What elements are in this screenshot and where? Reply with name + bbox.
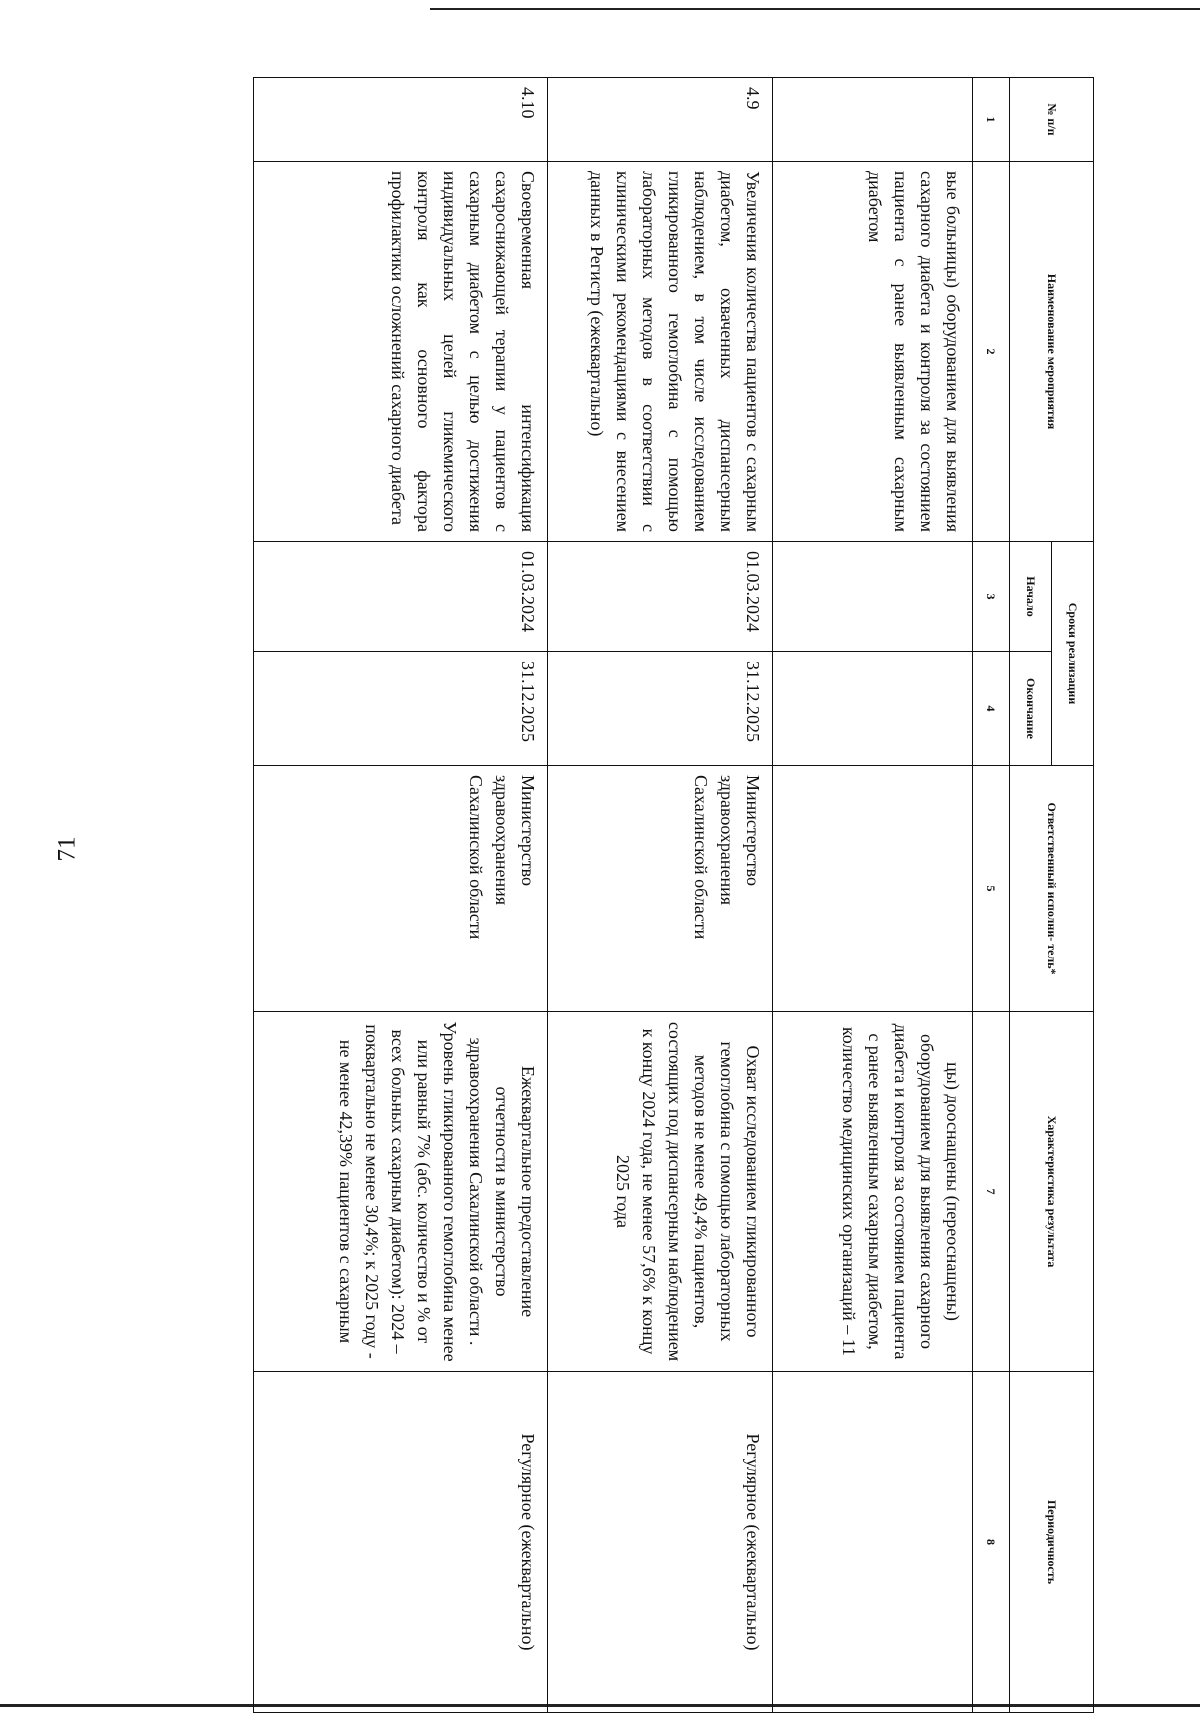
table-row: [254, 78, 548, 1713]
column-number: 3: [973, 542, 1010, 652]
header-end: Окончание: [1010, 652, 1052, 766]
column-number: 2: [973, 162, 1010, 542]
row-start-date: [773, 542, 973, 652]
row-responsible: Министерство здравоохранения Сахалинской области: [548, 766, 773, 1012]
row-end-date: 31.12.2025: [254, 652, 548, 766]
header-result: Характеристика результата: [1010, 1012, 1094, 1372]
row-responsible: Министерство здравоохранения Сахалинской области: [254, 766, 548, 1012]
row-start-date: 01.03.2024: [254, 542, 548, 652]
row-frequency: [773, 1372, 973, 1713]
page-number: 71: [53, 836, 81, 862]
result-paragraph: Охват исследованием гликированного гемоглобина с помощью лабораторных методов не менее 49,4% пациентов, состоящих под диспансерным наблюдением к концу 2024 года, не менее 57,6% к концу 2025 года: [613, 1021, 763, 1362]
header-row: [1052, 78, 1094, 1713]
row-result: [548, 1012, 773, 1372]
header-period: Сроки реализации: [1052, 542, 1094, 766]
row-activity-name: Своевременная интенсификация сахароснижающей терапии у пациентов с сахарным диабетом с целью достижения индивидуальных целей гликемического контроля как основного фактора профилактики осложнений сахарного диабета: [254, 162, 548, 542]
table-row: [773, 78, 973, 1713]
row-end-date: [773, 652, 973, 766]
header-responsible: Ответственный исполни- тель*: [1010, 766, 1094, 1012]
activities-table: [253, 77, 1094, 1713]
row-activity-name: Увеличения количества пациентов с сахарным диабетом, охваченных диспансерным наблюдением, в том числе исследованием гликированного гемоглобина с помощью лабораторных методов в соответствии с клиническими рекомендациями с внесением данных в Регистр (ежеквартально): [548, 162, 773, 542]
table-row: [548, 78, 773, 1713]
row-activity-name: вые больницы) оборудованием для выявления сахарного диабета и контроля за состоянием пациента с ранее выявленным сахарным диабетом: [773, 162, 973, 542]
column-number: 4: [973, 652, 1010, 766]
column-number: 7: [973, 1012, 1010, 1372]
result-paragraph: цы) дооснащены (переоснащены) оборудованием для выявления сахарного диабета и контроля за состоянием пациента с ранее выявленным сахарным диабетом, количество медицинских организаций – 11: [839, 1023, 963, 1360]
row-num: [773, 78, 973, 162]
row-result: [254, 1012, 548, 1372]
row-frequency: Регулярное (ежеквартально): [254, 1372, 548, 1713]
row-start-date: 01.03.2024: [548, 542, 773, 652]
column-number: 8: [973, 1372, 1010, 1713]
row-frequency: Регулярное (ежеквартально): [548, 1372, 773, 1713]
column-number-row: [973, 78, 1010, 1713]
column-number: 1: [973, 78, 1010, 162]
row-result: [773, 1012, 973, 1372]
document-page: [175, 77, 1094, 1712]
result-paragraph: Ежеквартальное предоставление отчетности в министерство здравоохранения Сахалинской области .: [466, 1037, 538, 1346]
header-name: Наименование мероприятия: [1010, 162, 1094, 542]
header-num: № п/п: [1010, 78, 1094, 162]
column-number: 5: [973, 766, 1010, 1012]
row-num: 4.9: [548, 78, 773, 162]
row-responsible: [773, 766, 973, 1012]
header-frequency: Периодичность: [1010, 1372, 1094, 1713]
row-end-date: 31.12.2025: [548, 652, 773, 766]
header-start: Начало: [1010, 542, 1052, 652]
row-num: 4.10: [254, 78, 548, 162]
result-paragraph: Уровень гликированного гемоглобина менее или равный 7% (абс. количество и % от всех больных сахарным диабетом): 2024 – поквартально не менее 30,4%; к 2025 году - не менее 42,39% пациентов с сахарным: [336, 1021, 460, 1362]
scan-edge-top: [430, 8, 1200, 10]
